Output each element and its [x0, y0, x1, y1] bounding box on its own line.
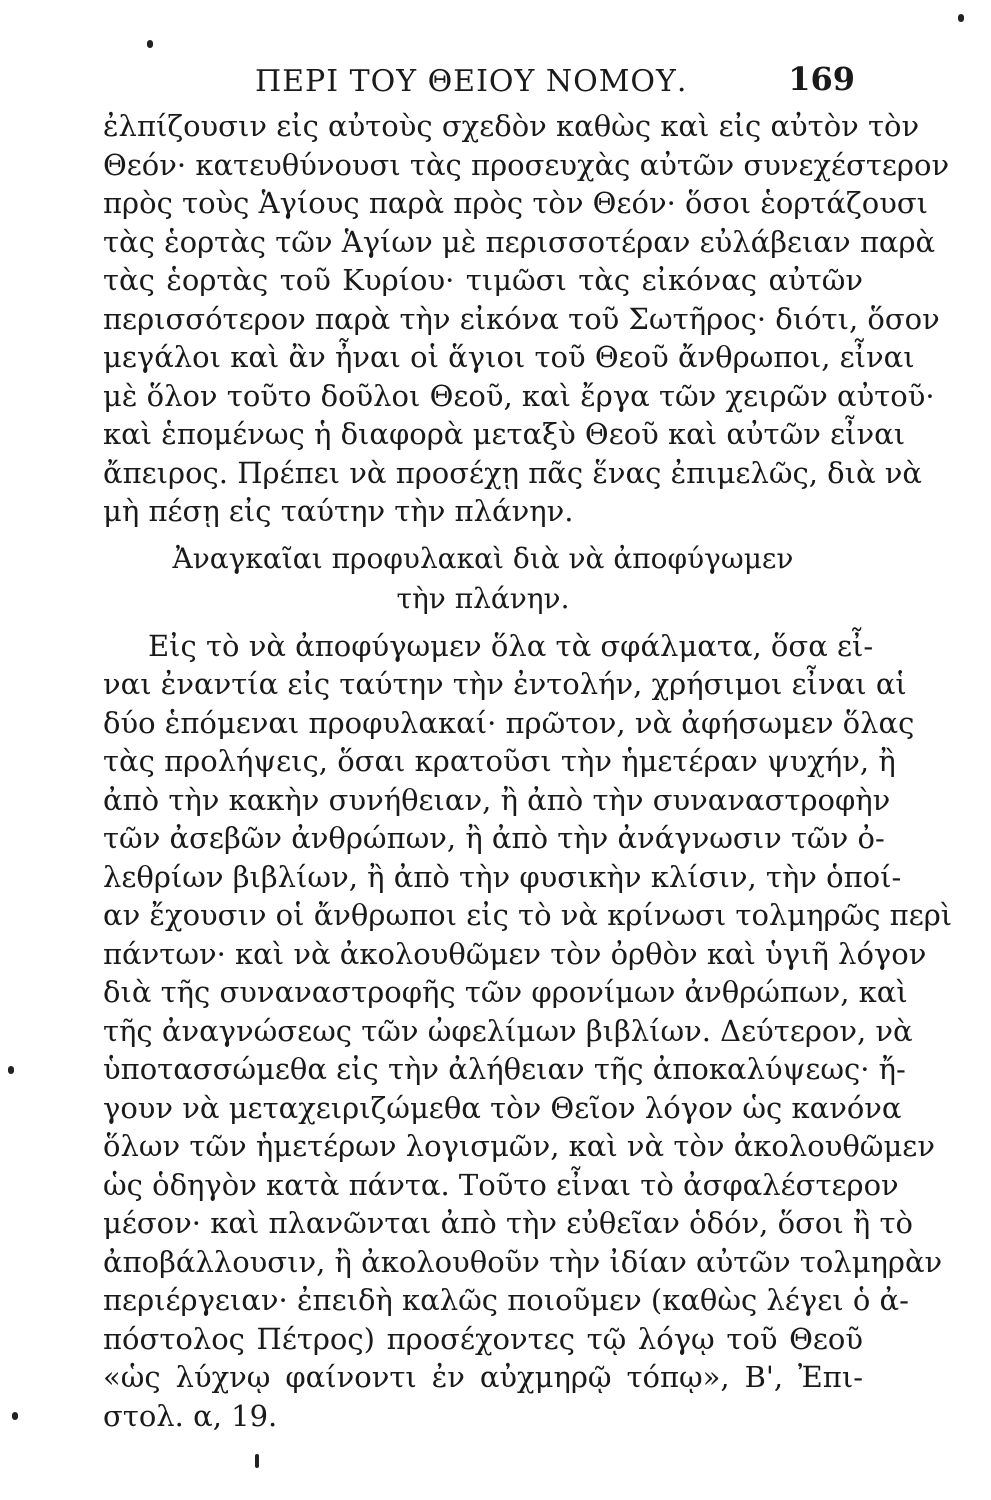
text-line: περιέργειαν· ἐπειδὴ καλῶς ποιοῦμεν (καθὼς λέγει ὁ ἀ- — [103, 1283, 909, 1317]
text-line: περισσότερον παρὰ τὴν εἰκόνα τοῦ Σωτῆρος· διότι, ὅσον — [103, 301, 940, 336]
text-line: τῶν ἀσεβῶν ἀνθρώπων, ἢ ἀπὸ τὴν ἀνάγνωσιν τῶν ὀ- — [103, 821, 885, 855]
text-line: πάντων· καὶ νὰ ἀκολουθῶμεν τὸν ὀρθὸν καὶ ὑγιῆ λόγον — [103, 936, 927, 971]
running-header — [255, 60, 855, 104]
text-line: πρὸς τοὺς Ἁγίους παρὰ πρὸς τὸν Θεόν· ὅσοι ἑορτάζουσι — [103, 186, 928, 220]
text-line: αν ἔχουσιν οἱ ἄνθρωποι εἰς τὸ νὰ κρίνωσι τολμηρῶς περὶ — [103, 898, 953, 932]
ink-speck — [8, 1066, 14, 1074]
text-line: τὰς ἑορτὰς τῶν Ἁγίων μὲ περισσοτέραν εὐλάβειαν παρὰ — [103, 224, 936, 259]
text-line: λεθρίων βιβλίων, ἢ ἀπὸ τὴν φυσικὴν κλίσιν, τὴν ὁποί- — [103, 859, 902, 894]
page-number: 169 — [788, 60, 855, 98]
text-line: πόστολος Πέτρος) προσέχοντες τῷ λόγῳ τοῦ Θεοῦ — [103, 1321, 863, 1356]
section-heading-line: τὴν πλάνην. — [396, 581, 570, 615]
text-line: ναι ἐναντία εἰς ταύτην τὴν ἐντολήν, χρήσιμοι εἶναι αἱ — [103, 667, 907, 701]
text-line: μὲ ὅλον τοῦτο δοῦλοι Θεοῦ, καὶ ἔργα τῶν χειρῶν αὐτοῦ· — [103, 378, 935, 413]
text-line: ἀπὸ τὴν κακὴν συνήθειαν, ἢ ἀπὸ τὴν συναναστροφὴν — [103, 782, 891, 817]
text-line: τὰς ἑορτὰς τοῦ Κυρίου· τιμῶσι τὰς εἰκόνας αὐτῶν — [103, 263, 863, 297]
text-line: μὴ πέσῃ εἰς ταύτην τὴν πλάνην. — [103, 494, 574, 528]
text-line: Εἰς τὸ νὰ ἀποφύγωμεν ὅλα τὰ σφάλματα, ὅσα εἶ- — [148, 628, 874, 663]
paragraph-2 — [103, 627, 953, 1436]
section-heading — [103, 539, 863, 619]
text-line: ἀποβάλλουσιν, ἢ ἀκολουθοῦν τὴν ἰδίαν αὐτῶν τολμηρὰν — [103, 1244, 943, 1279]
text-line: διὰ τῆς συναναστροφῆς τῶν φρονίμων ἀνθρώπων, καὶ — [103, 975, 908, 1009]
text-line: καὶ ἑπομένως ἡ διαφορὰ μεταξὺ Θεοῦ καὶ αὐτῶν εἶναι — [103, 417, 906, 451]
running-title: ΠΕΡΙ ΤΟΥ ΘΕΙΟΥ ΝΟΜΟΥ. — [255, 64, 688, 99]
text-line: δύο ἑπόμεναι προφυλακαί· πρῶτον, νὰ ἀφήσωμεν ὅλας — [103, 705, 915, 740]
page-body — [103, 107, 953, 1435]
text-line: ὅλων τῶν ἡμετέρων λογισμῶν, καὶ νὰ τὸν ἀκολουθῶμεν — [103, 1129, 935, 1163]
text-line: ὑποτασσώμεθα εἰς τὴν ἀλήθειαν τῆς ἀποκαλύψεως· ἤ- — [103, 1052, 906, 1086]
ink-speck — [147, 40, 153, 48]
ink-speck — [958, 14, 964, 22]
text-line: μέσον· καὶ πλανῶνται ἀπὸ τὴν εὐθεῖαν ὁδόν, ὅσοι ἢ τὸ — [103, 1206, 914, 1240]
text-line: γουν νὰ μεταχειριζώμεθα τὸν Θεῖον λόγον ὡς κανόνα — [103, 1090, 902, 1125]
text-line: Θεόν· κατευθύνουσι τὰς προσευχὰς αὐτῶν συνεχέστερον — [103, 147, 950, 182]
text-line: μεγάλοι καὶ ἂν ἦναι οἱ ἅγιοι τοῦ Θεοῦ ἄνθρωποι, εἶναι — [103, 340, 915, 374]
text-line: «ὡς λύχνῳ φαίνοντι ἐν αὐχμηρῷ τόπῳ», Β', Ἐπι- — [103, 1360, 863, 1394]
text-line: ὡς ὁδηγὸν κατὰ πάντα. Τοῦτο εἶναι τὸ ἀσφαλέστερον — [103, 1167, 899, 1202]
text-line: στολ. α, 19. — [103, 1398, 278, 1433]
text-line: τὰς προλήψεις, ὅσαι κρατοῦσι τὴν ἡμετέραν ψυχήν, ἢ — [103, 744, 896, 778]
section-heading-line: Ἀναγκαῖαι προφυλακαὶ διὰ νὰ ἀποφύγωμεν — [172, 541, 794, 575]
text-line: ἄπειρος. Πρέπει νὰ προσέχῃ πᾶς ἕνας ἐπιμελῶς, διὰ νὰ — [103, 455, 922, 490]
paragraph-1 — [103, 107, 950, 531]
ink-speck — [255, 1454, 259, 1468]
ink-speck — [12, 1412, 18, 1420]
text-line: ἐλπίζουσιν εἰς αὐτοὺς σχεδὸν καθὼς καὶ εἰς αὐτὸν τὸν — [103, 109, 920, 143]
text-line: τῆς ἀναγνώσεως τῶν ὠφελίμων βιβλίων. Δεύτερον, νὰ — [103, 1013, 913, 1048]
